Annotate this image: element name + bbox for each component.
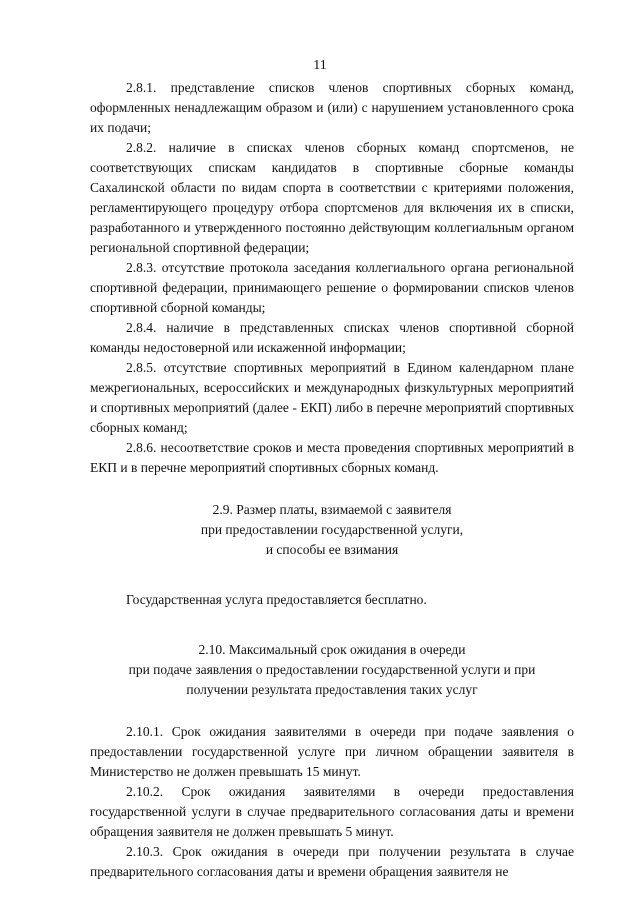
paragraph-2-8-6: 2.8.6. несоответствие сроков и места проведения спортивных мероприятий в ЕКП и в перечне мероприятий спортивных сборных команд. (90, 440, 574, 475)
heading-line: и способы ее взимания (265, 542, 399, 557)
paragraph-2-10-2: 2.10.2. Срок ожидания заявителями в очереди предоставления государственной услуги в случае предварительного согласования даты и времени обращения заявителя не должен превышать 5 минут. (90, 784, 574, 839)
paragraph-2-10-1: 2.10.1. Срок ожидания заявителями в очереди при подаче заявления о предоставлении государственной услуге при личном обращении заявителя в Министерство не должен превышать 15 минут. (90, 724, 574, 779)
heading-line: при подаче заявления о предоставлении государственной услуги и при (128, 662, 536, 677)
paragraph-2-8-2: 2.8.2. наличие в списках членов сборных команд спортсменов, не соответствующих спискам кандидатов в спортивные сборные команды Сахалинской области по видам спорта в соответствии с критериями положения, регламентирующего процедуру отбора спортсменов для включения их в списки, разработанного и утвержденного постоянно действующим коллегиальным органом региональной спортивной федерации; (90, 140, 574, 255)
paragraph-2-9: Государственная услуга предоставляется бесплатно. (126, 592, 427, 607)
paragraph-2-8-5: 2.8.5. отсутствие спортивных мероприятий в Едином календарном плане межрегиональных, всероссийских и международных физкультурных мероприятий и спортивных мероприятий (далее - ЕКП) либо в перечне мероприятий спортивных сборных команд; (90, 360, 574, 435)
heading-line: 2.9. Размер платы, взимаемой с заявителя (212, 502, 452, 517)
section-2-10-paragraphs (90, 722, 574, 882)
body-text (90, 78, 574, 882)
page-number: 11 (313, 58, 327, 73)
paragraph-2-8-1: 2.8.1. представление списков членов спортивных сборных команд, оформленных ненадлежащим образом и (или) с нарушением установленного срока их подачи; (90, 80, 574, 135)
heading-line: 2.10. Максимальный срок ожидания в очереди (198, 642, 466, 657)
section-heading-2-10 (90, 640, 574, 700)
paragraph-2-8-3: 2.8.3. отсутствие протокола заседания коллегиального органа региональной спортивной федерации, принимающего решение о формировании списков членов спортивной сборной команды; (90, 260, 574, 315)
heading-line: получении результата предоставления таких услуг (186, 682, 478, 697)
section-heading-2-9 (90, 500, 574, 560)
heading-line: при предоставлении государственной услуги, (200, 522, 464, 537)
paragraph-2-10-3: 2.10.3. Срок ожидания в очереди при получении результата в случае предварительного согласования даты и времени обращения заявителя не (90, 844, 574, 879)
paragraph-2-8-4: 2.8.4. наличие в представленных списках членов спортивной сборной команды недостоверной или искаженной информации; (90, 320, 574, 355)
